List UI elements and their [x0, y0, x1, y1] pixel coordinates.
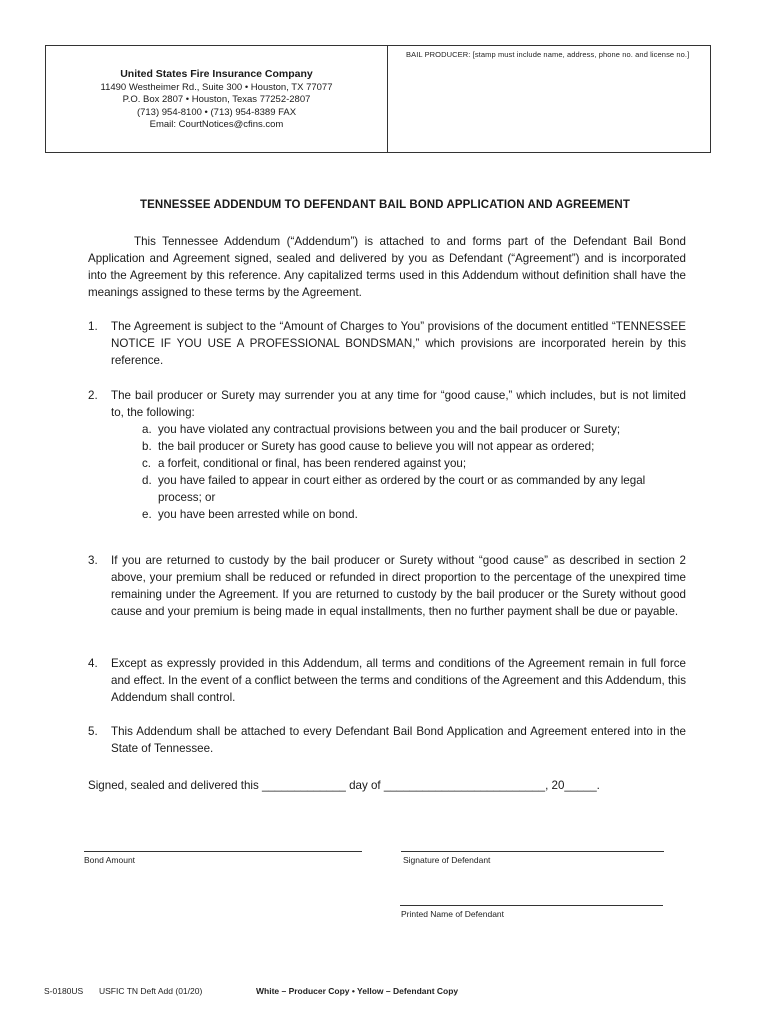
company-address-2: P.O. Box 2807 • Houston, Texas 77252-2807	[122, 94, 311, 105]
sub-text: a forfeit, conditional or final, has been rendered against you;	[158, 457, 467, 470]
sub-letter: c.	[142, 457, 152, 470]
sub-item-d	[142, 472, 686, 506]
signed-date-line[interactable]: Signed, sealed and delivered this _____________ day of _________________________, 20_____.	[88, 779, 600, 792]
intro-text: This Tennessee Addendum (“Addendum”) is attached to and forms part of the Defendant Bail Bond Application and Agreement signed, sealed and delivered by you as Defendant (“Agreement”) and is incorporated into the Agreement by this reference. Any capitalized terms used in this Addendum without definition shall have the meanings assigned to these terms by the Agreement.	[88, 235, 686, 299]
document-title: TENNESSEE ADDENDUM TO DEFENDANT BAIL BOND APPLICATION AND AGREEMENT	[140, 199, 630, 211]
clause-text: If you are returned to custody by the bail producer or Surety without “good cause” as described in section 2 above, your premium shall be reduced or refunded in direct proportion to the percentage of the unexpired time remaining under the Agreement. If you are returned to custody by the bail producer or the Surety without good cause and your premium is being made in equal installments, then no further payment shall be due or payable.	[111, 554, 686, 618]
printed-name-line[interactable]	[400, 905, 663, 906]
clause-text: Except as expressly provided in this Addendum, all terms and conditions of the Agreement remain in full force and effect. In the event of a conflict between the terms and conditions of the Agreement and this Addendum, this Addendum shall control.	[111, 657, 686, 704]
company-email: Email: CourtNotices@cfins.com	[149, 119, 284, 130]
sub-letter: a.	[142, 423, 152, 436]
signature-label: Signature of Defendant	[403, 855, 491, 865]
sub-text: you have violated any contractual provisions between you and the bail producer or Surety;	[158, 423, 621, 436]
clause-text: The Agreement is subject to the “Amount of Charges to You” provisions of the document entitled “TENNESSEE NOTICE IF YOU USE A PROFESSIONAL BONDSMAN,” which provisions are incorporated herein by this reference.	[111, 320, 686, 367]
sub-letter: b.	[142, 440, 152, 453]
signature-line[interactable]	[401, 851, 664, 852]
copy-distribution: White – Producer Copy • Yellow – Defendant Copy	[256, 986, 459, 996]
intro-paragraph	[88, 233, 686, 301]
form-number: S-0180US	[44, 986, 84, 996]
bond-amount-line[interactable]	[84, 851, 362, 852]
sub-item-c	[142, 455, 686, 472]
clause-text: This Addendum shall be attached to every Defendant Bail Bond Application and Agreement entered into in the State of Tennessee.	[111, 725, 686, 755]
sub-item-e	[142, 506, 686, 523]
clause-number: 5.	[88, 725, 98, 738]
sub-letter: d.	[142, 474, 152, 487]
header-box	[45, 45, 711, 153]
form-name: USFIC TN Deft Add (01/20)	[99, 986, 203, 996]
printed-name-label: Printed Name of Defendant	[401, 909, 505, 919]
bond-amount-label: Bond Amount	[84, 855, 136, 865]
clause-text: The bail producer or Surety may surrender you at any time for “good cause,” which includes, but is not limited to, the following:	[111, 389, 686, 419]
clause-4	[88, 655, 686, 706]
company-block	[46, 68, 387, 132]
clause-1	[88, 318, 686, 369]
stamp-note: BAIL PRODUCER: [stamp must include name, address, phone no. and license no.]	[406, 50, 690, 59]
clause-3	[88, 552, 686, 620]
sub-letter: e.	[142, 508, 152, 521]
clause-number: 2.	[88, 389, 98, 402]
sub-item-b	[142, 438, 686, 455]
sub-text: the bail producer or Surety has good cause to believe you will not appear as ordered;	[158, 440, 595, 453]
clause-2	[88, 387, 686, 523]
sub-text: you have been arrested while on bond.	[158, 508, 358, 521]
clause-5	[88, 723, 686, 757]
company-name: United States Fire Insurance Company	[120, 68, 313, 80]
clause-number: 4.	[88, 657, 98, 670]
company-address-1: 11490 Westheimer Rd., Suite 300 • Houston, TX 77077	[100, 81, 333, 93]
clause-number: 1.	[88, 320, 98, 333]
header-divider	[387, 46, 388, 152]
clause-number: 3.	[88, 554, 98, 567]
sub-text: you have failed to appear in court either as ordered by the court or as commanded by any legal process; or	[158, 474, 646, 504]
company-phone: (713) 954-8100 • (713) 954-8389 FAX	[136, 106, 297, 118]
sub-item-a	[142, 421, 686, 438]
